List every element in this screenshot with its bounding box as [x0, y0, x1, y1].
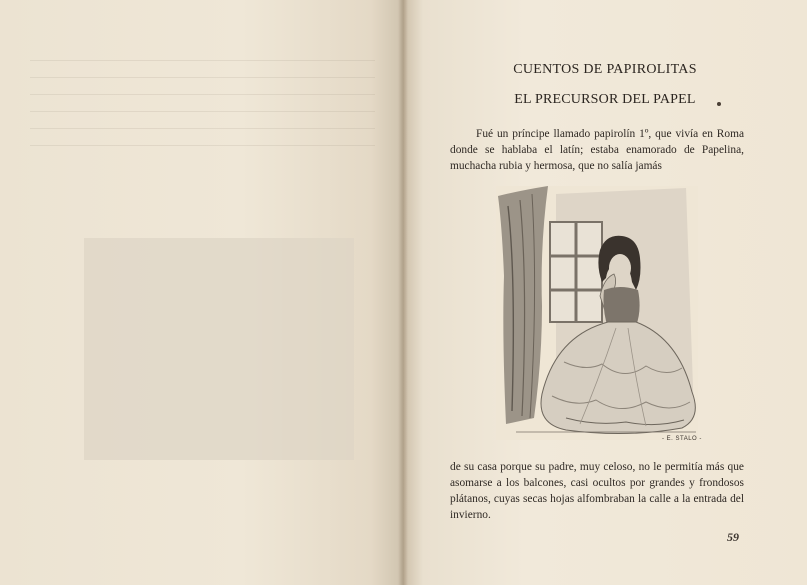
story-paragraph-top: Fué un príncipe llamado papirolín 1º, que vivía en Roma donde se hablaba el latín; estaba enamorado de Papelina, muchacha rubia y hermosa, que no salía jamás — [450, 128, 744, 172]
illustration-signature: - E. STALO - — [662, 436, 702, 442]
story-paragraph-bottom: de su casa porque su padre, muy celoso, no le permitía más que asomarse a los balcones, casi ocultos por grandes y frondosos plátanos, cuyas secas hojas alfombraban la calle a la entrada del invierno. — [450, 461, 744, 521]
page-number: 59 — [727, 530, 739, 544]
woman-at-window-illustration — [496, 186, 698, 440]
story-title: EL PRECURSOR DEL PAPEL — [514, 92, 696, 107]
book-gutter — [398, 0, 408, 585]
show-through-text — [30, 60, 375, 162]
chapter-title: CUENTOS DE PAPIROLITAS — [513, 62, 697, 77]
ink-speck — [717, 102, 721, 106]
left-page — [0, 0, 403, 585]
show-through-illustration — [84, 238, 354, 460]
